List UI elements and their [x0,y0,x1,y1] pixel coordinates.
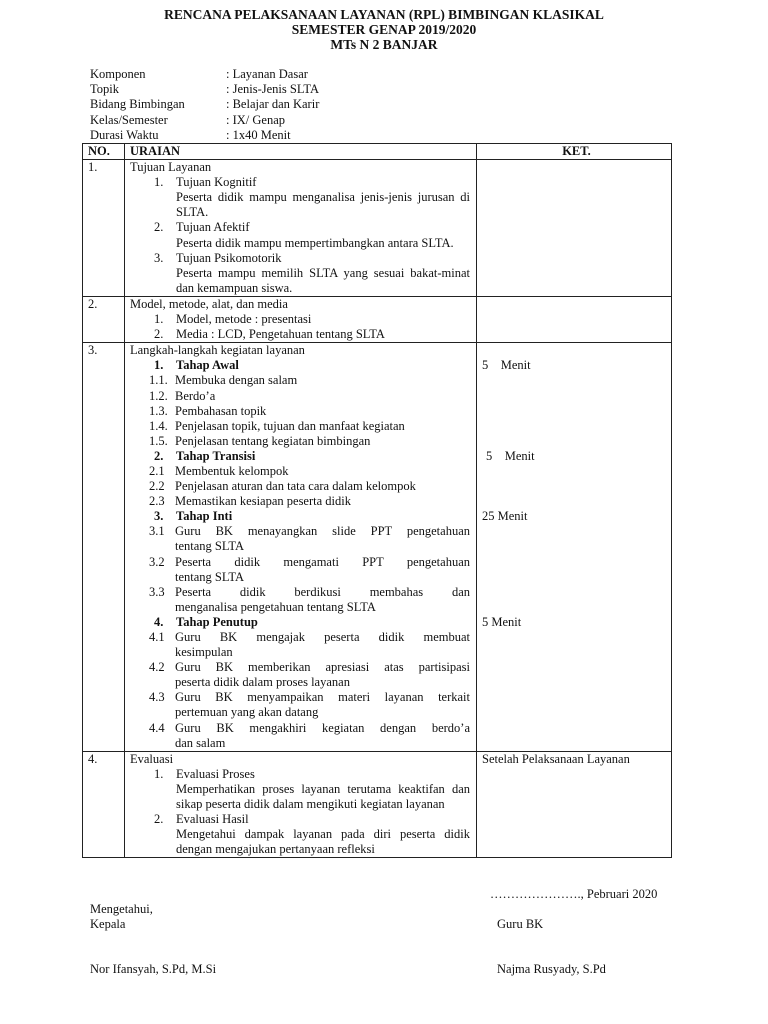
meta-row-bidang: Bidang Bimbingan : Belajar dan Karir [90,97,320,112]
step-item: 4.3 Guru BK menyampaikan materi layanan terkait pertemuan yang akan datang [149,690,470,720]
header-no: NO. [83,144,125,160]
step-item: 3.3 Peserta didik berdikusi membahas dan menganalisa pengetahuan tentang SLTA [149,584,470,614]
footer-left-name: Nor Ifansyah, S.Pd, M.Si [90,962,217,976]
ket-penutup: 5 Menit [482,614,522,629]
doc-semester: SEMESTER GENAP 2019/2020 [291,22,477,37]
row-uraian [125,751,477,858]
list-item: 1. Tujuan Kognitif [154,175,257,190]
step-item: 3.1 Guru BK menayangkan slide PPT pengetahuan tentang SLTA [149,524,470,554]
row-ket [477,343,672,752]
list-item: 2. Media : LCD, Pengetahuan tentang SLTA [154,327,385,342]
row-uraian [125,343,477,752]
step-item: 4.1 Guru BK mengajak peserta didik membuat kesimpulan [149,630,470,660]
header-ket: KET. [477,144,672,160]
list-item-desc: Peserta didik mampu mempertimbangkan antara SLTA. [176,235,454,250]
meta-row-topik: Topik : Jenis-Jenis SLTA [90,82,319,97]
step-item: 1.4. Penjelasan topik, tujuan dan manfaat kegiatan [149,418,405,433]
row-number: 3. [83,343,125,752]
stage-inti: 3. Tahap Inti [154,509,233,524]
step-item: 2.3 Memastikan kesiapan peserta didik [149,494,351,509]
step-item: 2.2 Penjelasan aturan dan tata cara dalam kelompok [149,479,416,494]
row-title: Langkah-langkah kegiatan layanan [130,343,305,358]
step-item: 1.2. Berdo’a [149,388,216,403]
footer-mengetahui: Mengetahui, [90,902,153,916]
step-item: 4.4 Guru BK mengakhiri kegiatan dengan berdo’a dan salam [149,720,470,750]
meta-row-durasi: Durasi Waktu : 1x40 Menit [90,127,291,142]
header-uraian: URAIAN [125,144,477,160]
list-item-desc: Peserta mampu memilih SLTA yang sesuai bakat-minat dan kemampuan siswa. [176,265,470,295]
row-ket: Setelah Pelaksanaan Layanan [477,751,672,858]
row-title: Model, metode, alat, dan media [130,296,288,311]
footer-date: …………………., Pebruari 2020 [490,887,658,901]
row-ket [477,296,672,342]
list-item-desc: Memperhatikan proses layanan terutama keaktifan dan sikap peserta didik dalam mengikuti kegiatan layanan [176,781,470,812]
stage-transisi: 2. Tahap Transisi [154,448,256,463]
row-uraian [125,160,477,297]
footer-guru-bk: Guru BK [497,917,544,931]
step-item: 4.2 Guru BK memberikan apresiasi atas partisipasi peserta didik dalam proses layanan [149,660,470,690]
stage-awal: 1. Tahap Awal [154,358,239,373]
step-item: 1.3. Pembahasan topik [149,403,267,418]
meta-block [90,67,319,143]
step-item: 2.1 Membentuk kelompok [149,463,289,478]
list-item: 2. Evaluasi Hasil [154,812,249,827]
row-number: 1. [83,160,125,297]
row-number: 4. [83,751,125,858]
list-item: 3. Tujuan Psikomotorik [154,250,282,265]
list-item: 1. Model, metode : presentasi [154,312,312,327]
ket-inti: 25 Menit [482,509,528,524]
row-uraian [125,296,477,342]
table-row [83,751,672,858]
meta-row-kelas: Kelas/Semester : IX/ Genap [90,112,286,127]
doc-school: MTs N 2 BANJAR [330,37,438,52]
row-ket [477,160,672,297]
ket-transisi: 5 Menit [486,448,535,463]
table-row [83,296,672,342]
step-item: 1.5. Penjelasan tentang kegiatan bimbingan [149,433,371,448]
step-item: 1.1. Membuka dengan salam [149,373,298,388]
row-title: Tujuan Layanan [130,160,212,175]
ket-awal: 5 Menit [482,358,531,373]
row-number: 2. [83,296,125,342]
table-header-row [83,144,672,160]
stage-penutup: 4. Tahap Penutup [154,614,258,629]
list-item-desc: Peserta didik mampu menganalisa jenis-jenis jurusan di SLTA. [176,190,470,220]
list-item: 1. Evaluasi Proses [154,766,255,781]
footer-right-name: Najma Rusyady, S.Pd [497,962,606,976]
meta-row-komponen: Komponen : Layanan Dasar [90,67,308,81]
footer-kepala: Kepala [90,917,126,931]
table-row [83,160,672,297]
list-item: 2. Tujuan Afektif [154,220,250,235]
rpl-table [82,143,672,858]
list-item-desc: Mengetahui dampak layanan pada diri peserta didik dengan mengajukan pertanyaan refleksi [176,827,470,857]
table-row [83,343,672,752]
doc-title: RENCANA PELAKSANAAN LAYANAN (RPL) BIMBINGAN KLASIKAL [164,7,604,22]
step-item: 3.2 Peserta didik mengamati PPT pengetahuan tentang SLTA [149,554,470,584]
row-title: Evaluasi [130,751,174,766]
